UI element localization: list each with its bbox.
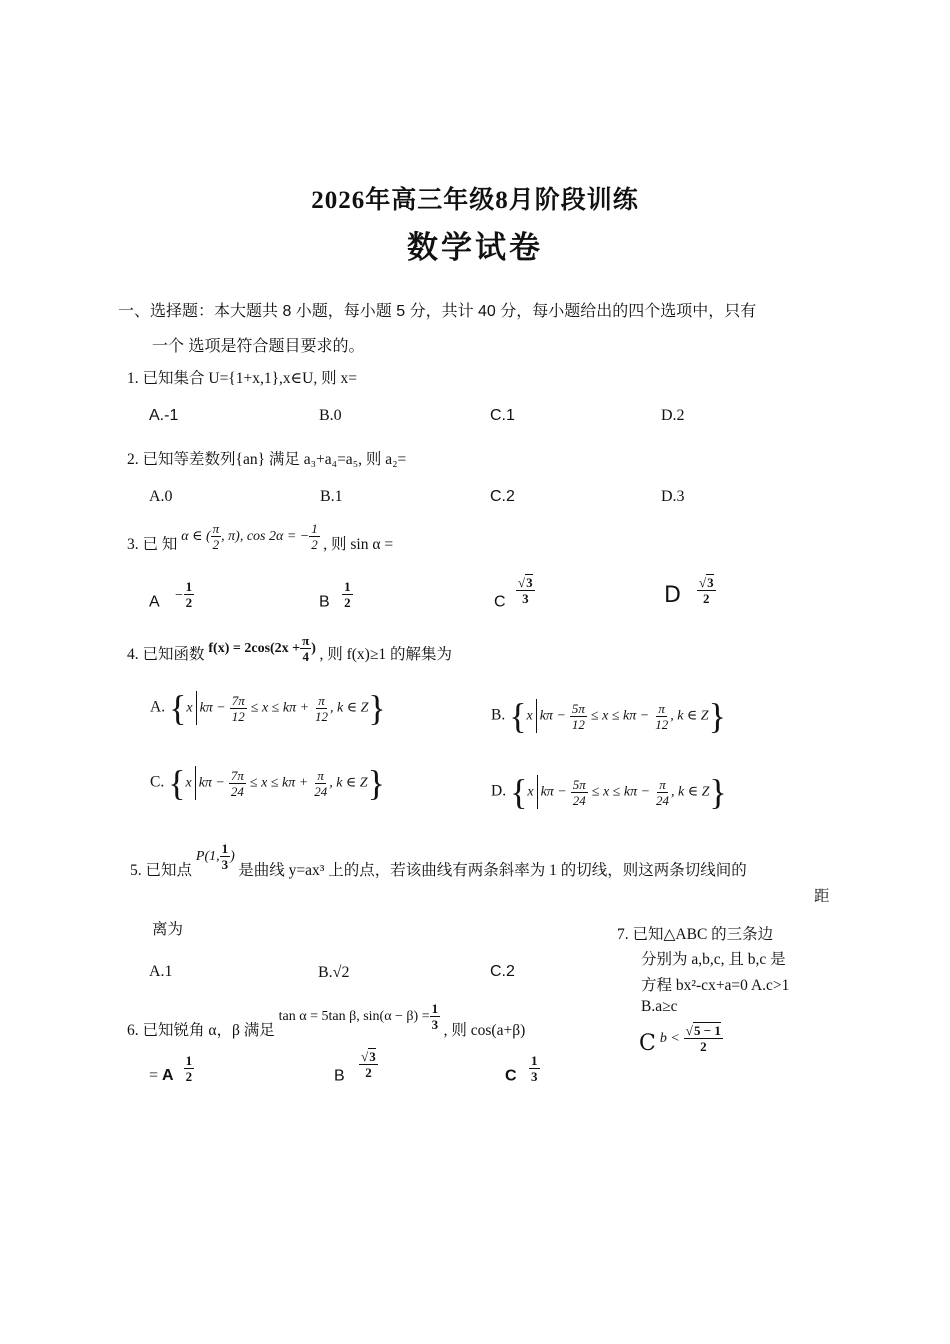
- question-2-stem: 2. 已知等差数列{an} 满足 a₃+a₄=a₅, 则 a₂=: [127, 451, 407, 468]
- q3-option-c[interactable]: C $\frac{√3}{3}$: [494, 575, 533, 611]
- q4-option-a[interactable]: A. {x kπ − $\frac{7\pi}{12}$ ≤ x ≤ kπ + $\frac{\pi}{12}$ , k ∈ Z}: [150, 688, 386, 728]
- question-7-line2: 分别为 a,b,c, 且 b,c 是: [641, 951, 786, 968]
- q3-option-d[interactable]: D $\frac{√3}{2}$: [664, 575, 714, 609]
- question-7-line4: B.a≥c: [641, 998, 678, 1015]
- question-4-stem: 4. 已知函数 f(x) = 2cos(2x + $\frac{\pi}{4}$ ) , 则 f(x)≥1 的解集为: [127, 633, 452, 664]
- q3-suffix: , 则 sin α =: [323, 536, 394, 553]
- q4-option-c[interactable]: C. {x kπ − $\frac{7\pi}{24}$ ≤ x ≤ kπ + $\frac{\pi}{24}$ , k ∈ Z}: [150, 763, 385, 803]
- q5-option-a[interactable]: A.1: [149, 963, 173, 980]
- question-1-stem: 1. 已知集合 U={1+x,1},x∈U, 则 x=: [127, 370, 357, 387]
- q6-condition: tan α = 5tan β, sin(α − β) = $\frac{1}{3}$: [278, 1001, 439, 1032]
- q7-option-c[interactable]: C b < $\frac{√5 - 1}{2}$: [639, 1023, 721, 1057]
- q3-option-b[interactable]: B $\frac{1}{2}$: [319, 579, 351, 611]
- question-6-stem: 6. 已知锐角 α，β 满足 tan α = 5tan β, sin(α − β) = $\frac{1}{3}$ , 则 cos(a+β): [127, 1001, 526, 1039]
- q4-option-d[interactable]: D. {x kπ − $\frac{5\pi}{24}$ ≤ x ≤ kπ − $\frac{\pi}{24}$ , k ∈ Z}: [491, 772, 727, 812]
- q1-option-d[interactable]: D.2: [661, 407, 685, 424]
- q1-option-c[interactable]: C.1: [490, 407, 515, 424]
- q6-option-c[interactable]: C $\frac{1}{3}$: [505, 1053, 538, 1085]
- section-heading: 一、选择题：本大题共 8 小题，每小题 5 分，共计 40 分，每小题给出的四个选项中，只有: [118, 303, 757, 320]
- question-7-line3: 方程 bx²-cx+a=0 A.c>1: [641, 977, 790, 994]
- q5-point: P(1, $\frac{1}{3}$ ): [195, 841, 235, 872]
- q2-option-a[interactable]: A.0: [149, 488, 173, 505]
- q6-option-a[interactable]: = A $\frac{1}{2}$: [149, 1053, 193, 1085]
- q5-option-b[interactable]: B.√2: [318, 964, 350, 981]
- exam-title-line2: 数学试卷: [407, 230, 543, 265]
- q2-option-d[interactable]: D.3: [661, 488, 685, 505]
- question-5-stem: 5. 已知点 P(1, $\frac{1}{3}$ ) 是曲线 y=ax³ 上的点，若该曲线有两条斜率为 1 的切线，则这两条切线间的: [130, 841, 747, 879]
- q1-option-b[interactable]: B.0: [319, 407, 342, 424]
- q2-option-b[interactable]: B.1: [320, 488, 343, 505]
- section-heading-line2: 一个 选项是符合题目要求的。: [152, 338, 365, 355]
- q5-stem-line2: 离为: [152, 921, 184, 938]
- q6-option-b[interactable]: B $\frac{√3}{2}$: [334, 1049, 376, 1085]
- q4-option-b[interactable]: B. {x kπ − $\frac{5\pi}{12}$ ≤ x ≤ kπ − $\frac{\pi}{12}$ , k ∈ Z}: [491, 696, 726, 736]
- q1-option-a[interactable]: A.-1: [149, 407, 179, 424]
- q3-condition: α ∈ ( $\frac{\pi}{2}$ , π), cos 2α = − $\frac{1}{2}$: [181, 521, 318, 552]
- q3-option-a[interactable]: A − $\frac{1}{2}$: [149, 579, 193, 611]
- q2-option-c[interactable]: C.2: [490, 488, 515, 505]
- exam-title-line1: 2026年高三年级8月阶段训练: [311, 187, 639, 214]
- question-7-line1: 7. 已知△ABC 的三条边: [617, 926, 774, 943]
- q3-prefix: 3. 已 知: [127, 536, 178, 553]
- q5-wrap-char: 距: [814, 888, 830, 905]
- q5-option-c[interactable]: C.2: [490, 963, 515, 980]
- q4-function: f(x) = 2cos(2x + $\frac{\pi}{4}$ ): [208, 633, 316, 664]
- question-3-stem: [127, 522, 393, 554]
